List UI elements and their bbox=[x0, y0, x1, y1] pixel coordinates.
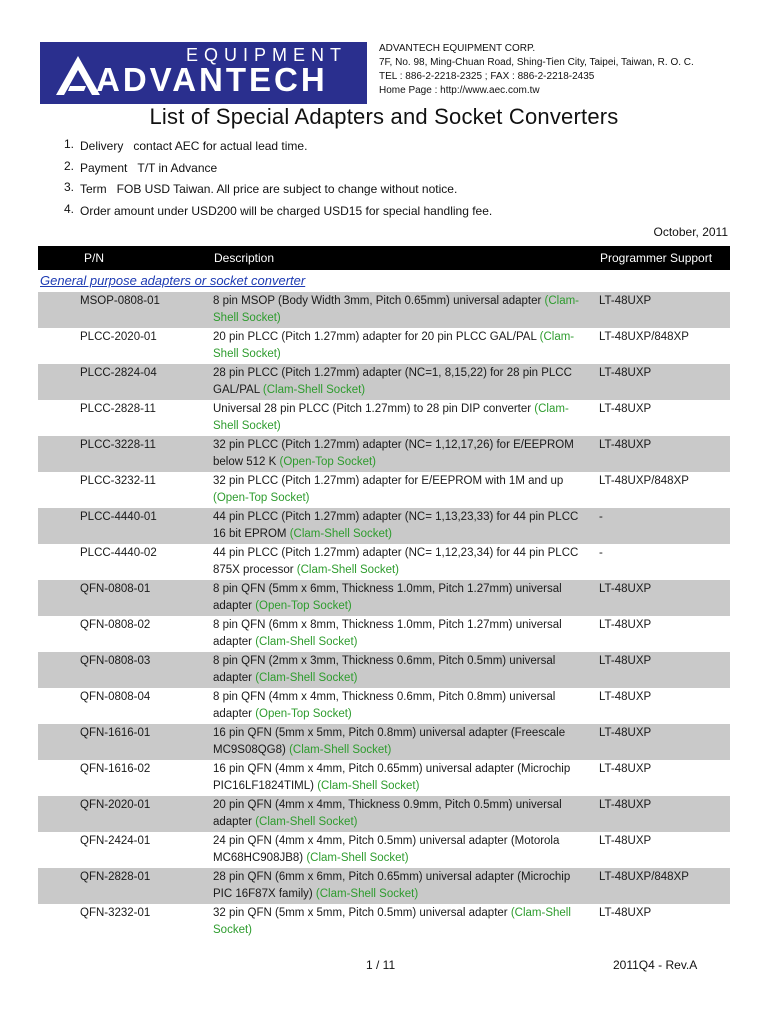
company-address: 7F, No. 98, Ming-Chuan Road, Shing-Tien City, Taipei, Taiwan, R. O. C. bbox=[379, 57, 694, 68]
row-socket-type: (Clam-Shell Socket) bbox=[213, 403, 569, 432]
row-part-number: QFN-1616-02 bbox=[80, 763, 151, 775]
adapter-table bbox=[38, 292, 730, 940]
row-part-number: QFN-1616-01 bbox=[80, 727, 151, 739]
row-description-text: 8 pin QFN (6mm x 8mm, Thickness 1.0mm, Pitch 1.27mm) universal adapter bbox=[213, 619, 562, 648]
row-part-number: PLCC-2824-04 bbox=[80, 367, 157, 379]
row-description-text: 8 pin QFN (2mm x 3mm, Thickness 0.6mm, Pitch 0.5mm) universal adapter bbox=[213, 655, 556, 684]
row-description-text: 8 pin QFN (5mm x 6mm, Thickness 1.0mm, Pitch 1.27mm) universal adapter bbox=[213, 583, 562, 612]
row-socket-type: (Clam-Shell Socket) bbox=[213, 295, 580, 324]
row-socket-type: (Clam-Shell Socket) bbox=[296, 564, 399, 576]
company-phone: TEL : 886-2-2218-2325 ; FAX : 886-2-2218-2435 bbox=[379, 71, 595, 82]
row-description bbox=[213, 401, 588, 435]
row-description bbox=[213, 833, 588, 867]
row-part-number: QFN-0808-02 bbox=[80, 619, 151, 631]
row-description-text: 20 pin QFN (4mm x 4mm, Thickness 0.9mm, Pitch 0.5mm) universal adapter bbox=[213, 799, 562, 828]
row-programmer-support: LT-48UXP bbox=[599, 835, 652, 847]
table-row bbox=[38, 832, 730, 868]
row-part-number: PLCC-3228-11 bbox=[80, 439, 156, 451]
row-programmer-support: LT-48UXP bbox=[599, 799, 652, 811]
row-programmer-support: LT-48UXP bbox=[599, 583, 652, 595]
table-row bbox=[38, 472, 730, 508]
row-description-text: 28 pin PLCC (Pitch 1.27mm) adapter (NC=1, 8,15,22) for 28 pin PLCC GAL/PAL bbox=[213, 367, 572, 396]
row-description-text: 28 pin QFN (6mm x 6mm, Pitch 0.65mm) universal adapter (Microchip PIC 16F87X family) bbox=[213, 871, 571, 900]
row-description-text: 44 pin PLCC (Pitch 1.27mm) adapter (NC= 1,12,23,34) for 44 pin PLCC 875X processor bbox=[213, 547, 579, 576]
row-socket-type: (Open-Top Socket) bbox=[279, 456, 377, 468]
term-value: contact AEC for actual lead time. bbox=[133, 139, 308, 153]
row-socket-type: (Clam-Shell Socket) bbox=[262, 384, 366, 396]
term-number: 1. bbox=[64, 137, 75, 151]
row-programmer-support: LT-48UXP bbox=[599, 763, 652, 775]
row-part-number: QFN-0808-04 bbox=[80, 691, 151, 703]
row-programmer-support: LT-48UXP bbox=[599, 403, 652, 415]
table-row bbox=[38, 868, 730, 904]
row-description bbox=[213, 653, 588, 687]
row-programmer-support: LT-48UXP bbox=[599, 691, 652, 703]
row-programmer-support: LT-48UXP bbox=[599, 367, 652, 379]
table-row bbox=[38, 652, 730, 688]
term-item bbox=[64, 139, 492, 161]
table-row bbox=[38, 400, 730, 436]
row-description bbox=[213, 437, 588, 471]
company-name: ADVANTECH EQUIPMENT CORP. bbox=[379, 43, 536, 54]
row-socket-type: (Clam-Shell Socket) bbox=[213, 331, 575, 360]
table-row bbox=[38, 364, 730, 400]
logo-main-text: ADVANTECH bbox=[96, 61, 328, 98]
row-programmer-support: LT-48UXP bbox=[599, 727, 652, 739]
row-part-number: QFN-0808-01 bbox=[80, 583, 151, 595]
table-row bbox=[38, 508, 730, 544]
row-programmer-support: LT-48UXP bbox=[599, 439, 652, 451]
row-socket-type: (Open-Top Socket) bbox=[255, 708, 352, 720]
logo-top-text: EQUIPMENT bbox=[186, 45, 348, 65]
row-part-number: PLCC-4440-02 bbox=[80, 547, 157, 559]
table-row bbox=[38, 292, 730, 328]
row-description bbox=[213, 473, 588, 507]
row-part-number: PLCC-4440-01 bbox=[80, 511, 157, 523]
row-socket-type: (Clam-Shell Socket) bbox=[315, 888, 419, 900]
row-part-number: PLCC-3232-11 bbox=[80, 475, 156, 487]
row-part-number: QFN-2424-01 bbox=[80, 835, 151, 847]
row-socket-type: (Clam-Shell Socket) bbox=[317, 780, 420, 792]
row-socket-type: (Clam-Shell Socket) bbox=[289, 528, 392, 540]
table-row bbox=[38, 688, 730, 724]
row-description bbox=[213, 617, 588, 651]
row-description-text: 32 pin PLCC (Pitch 1.27mm) adapter (NC= 1,12,17,26) for E/EEPROM below 512 K bbox=[213, 439, 574, 468]
table-row bbox=[38, 328, 730, 364]
table-row bbox=[38, 796, 730, 832]
row-description bbox=[213, 689, 588, 723]
row-socket-type: (Clam-Shell Socket) bbox=[289, 744, 392, 756]
term-label: Payment bbox=[80, 160, 128, 175]
row-description-text: 20 pin PLCC (Pitch 1.27mm) adapter for 20 pin PLCC GAL/PAL bbox=[213, 331, 537, 343]
row-socket-type: (Clam-Shell Socket) bbox=[213, 907, 571, 936]
term-label: Order amount under USD200 will be charged USD15 for special handling fee. bbox=[80, 203, 493, 218]
row-description bbox=[213, 869, 588, 903]
row-description-text: 16 pin QFN (5mm x 5mm, Pitch 0.8mm) universal adapter (Freescale MC9S08QG8) bbox=[213, 727, 566, 756]
revision-label: 2011Q4 - Rev.A bbox=[613, 958, 698, 972]
row-programmer-support: LT-48UXP/848XP bbox=[599, 871, 689, 883]
row-description bbox=[213, 761, 588, 795]
row-socket-type: (Clam-Shell Socket) bbox=[255, 636, 358, 648]
table-header bbox=[38, 246, 730, 270]
term-number: 2. bbox=[64, 158, 75, 173]
row-description-text: 32 pin QFN (5mm x 5mm, Pitch 0.5mm) universal adapter bbox=[213, 907, 508, 919]
row-description-text: 8 pin QFN (4mm x 4mm, Thickness 0.6mm, Pitch 0.8mm) universal adapter bbox=[213, 691, 556, 720]
row-description bbox=[213, 905, 588, 939]
row-part-number: QFN-2828-01 bbox=[80, 871, 151, 883]
row-programmer-support: - bbox=[599, 511, 603, 523]
row-description-text: 8 pin MSOP (Body Width 3mm, Pitch 0.65mm) universal adapter bbox=[213, 295, 542, 307]
term-number: 3. bbox=[64, 180, 75, 194]
table-row bbox=[38, 616, 730, 652]
table-row bbox=[38, 436, 730, 472]
row-part-number: QFN-0808-03 bbox=[80, 655, 151, 667]
term-label: Delivery bbox=[80, 139, 124, 153]
row-part-number: QFN-3232-01 bbox=[80, 907, 151, 919]
row-description-text: 16 pin QFN (4mm x 4mm, Pitch 0.65mm) universal adapter (Microchip PIC16LF1824TIML) bbox=[213, 763, 571, 792]
page-title: List of Special Adapters and Socket Converters bbox=[149, 104, 619, 129]
row-description bbox=[213, 725, 588, 759]
row-socket-type: (Open-Top Socket) bbox=[255, 600, 352, 612]
row-socket-type: (Open-Top Socket) bbox=[213, 492, 310, 504]
row-description bbox=[213, 797, 588, 831]
advantech-logo bbox=[40, 42, 367, 104]
row-description-text: 24 pin QFN (4mm x 4mm, Pitch 0.5mm) universal adapter (Motorola MC68HC908JB8) bbox=[213, 835, 560, 864]
row-description bbox=[213, 329, 588, 363]
section-title[interactable]: General purpose adapters or socket converter bbox=[40, 273, 306, 288]
row-programmer-support: LT-48UXP bbox=[599, 655, 652, 667]
company-info bbox=[379, 42, 694, 98]
row-description bbox=[213, 293, 588, 327]
row-programmer-support: LT-48UXP bbox=[599, 619, 652, 631]
table-row bbox=[38, 724, 730, 760]
terms-list bbox=[64, 139, 492, 225]
row-programmer-support: LT-48UXP/848XP bbox=[599, 475, 689, 487]
table-row bbox=[38, 580, 730, 616]
term-item bbox=[64, 201, 493, 226]
term-value: T/T in Advance bbox=[137, 160, 218, 175]
row-description bbox=[213, 509, 588, 543]
row-description-text: 32 pin PLCC (Pitch 1.27mm) adapter for E/EEPROM with 1M and up bbox=[213, 475, 564, 487]
company-homepage: Home Page : http://www.aec.com.tw bbox=[379, 85, 540, 96]
row-part-number: QFN-2020-01 bbox=[80, 799, 151, 811]
row-description-text: 44 pin PLCC (Pitch 1.27mm) adapter (NC= 1,13,23,33) for 44 pin PLCC 16 bit EPROM bbox=[213, 511, 579, 540]
term-number: 4. bbox=[64, 201, 75, 216]
row-part-number: MSOP-0808-01 bbox=[80, 295, 160, 307]
row-socket-type: (Clam-Shell Socket) bbox=[306, 852, 409, 864]
row-description bbox=[213, 581, 588, 615]
row-programmer-support: LT-48UXP bbox=[599, 907, 652, 919]
document-date: October, 2011 bbox=[653, 225, 728, 239]
table-row bbox=[38, 760, 730, 796]
row-description bbox=[213, 365, 588, 399]
row-socket-type: (Clam-Shell Socket) bbox=[255, 816, 358, 828]
term-item bbox=[64, 158, 492, 183]
row-description-text: Universal 28 pin PLCC (Pitch 1.27mm) to 28 pin DIP converter bbox=[213, 403, 532, 415]
page-number: 1 / 11 bbox=[366, 958, 396, 972]
header-description: Description bbox=[214, 251, 275, 265]
table-row bbox=[38, 544, 730, 580]
table-row bbox=[38, 904, 730, 940]
row-programmer-support: LT-48UXP bbox=[599, 295, 652, 307]
term-item bbox=[64, 182, 492, 204]
row-description bbox=[213, 545, 588, 579]
row-part-number: PLCC-2828-11 bbox=[80, 403, 156, 415]
term-value: FOB USD Taiwan. All price are subject to change without notice. bbox=[116, 182, 458, 196]
header-pn: P/N bbox=[84, 251, 105, 265]
row-part-number: PLCC-2020-01 bbox=[80, 331, 157, 343]
header-programmer: Programmer Support bbox=[600, 251, 713, 265]
row-programmer-support: - bbox=[599, 547, 603, 559]
term-label: Term bbox=[80, 182, 107, 196]
row-programmer-support: LT-48UXP/848XP bbox=[599, 331, 689, 343]
row-socket-type: (Clam-Shell Socket) bbox=[255, 672, 358, 684]
